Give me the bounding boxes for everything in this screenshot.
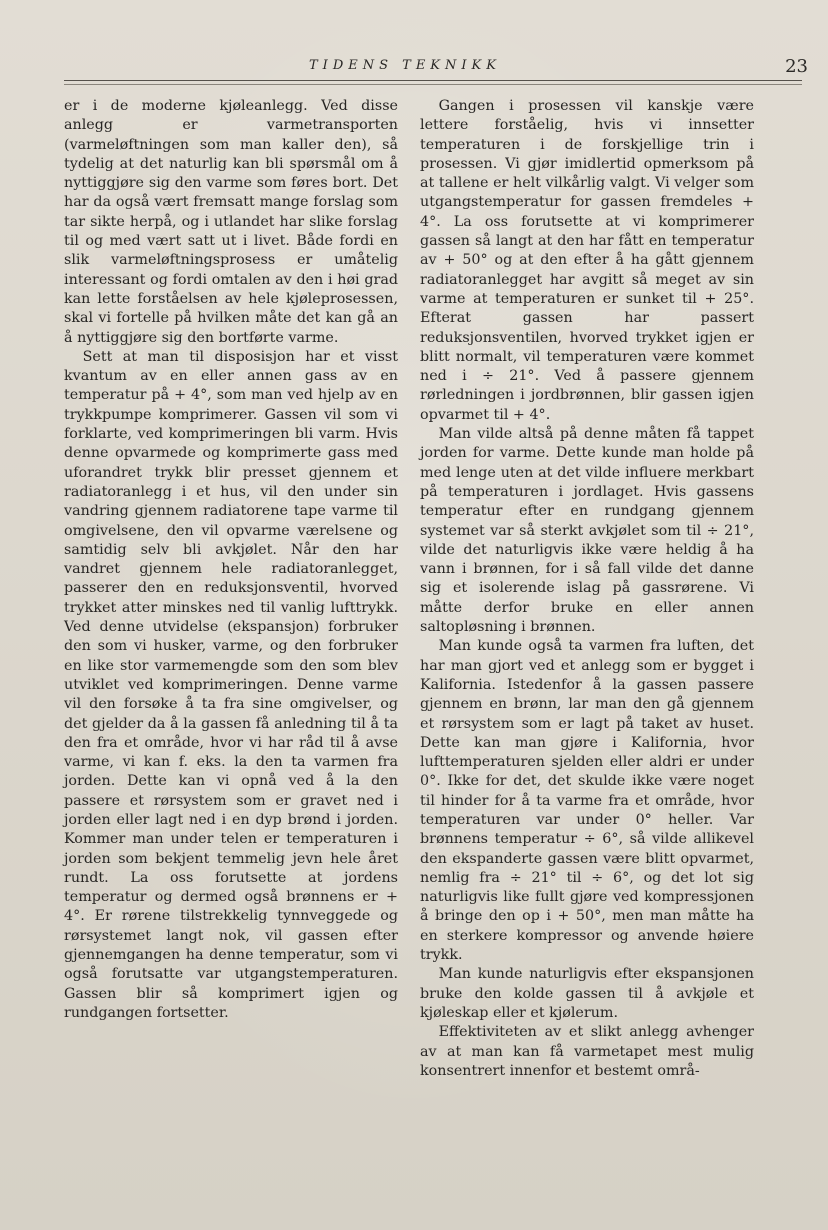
- paragraph: Gangen i prosessen vil kanskje være lettere forståelig, hvis vi innsetter temperaturen i de forskjellige trin i prosessen. Vi gjør imidlertid opmerksom på at tallene er helt vilkårlig valgt. Vi velger som utgangstemperatur for gassen fremdeles + 4°. La oss forutsette at vi komprimerer gassen så langt at den har fått en temperatur av + 50° og at den efter å ha gått gjennem radiatoranlegget har avgitt så meget av sin varme at temperaturen er sunket til + 25°. Efterat gassen har passert reduksjonsventilen, hvorved trykket igjen er blitt normalt, vil temperaturen være kommet ned i ÷ 21°. Ved å passere gjennem rørledningen i jordbrønnen, blir gassen igjen opvarmet til + 4°.: [420, 98, 754, 423]
- running-head: [0, 54, 828, 78]
- header-rule-secondary: [64, 84, 802, 85]
- page-number: 23: [785, 56, 808, 77]
- right-column: [420, 97, 754, 1081]
- paragraph: er i de moderne kjøleanlegg. Ved disse anlegg er varmetransporten (varmeløftningen som man kaller den), så tydelig at det naturlig kan bli spørsmål om å nyttiggjøre sig den varme som føres bort. Det har da også vært fremsatt mange forslag som tar sikte herpå, og i utlandet har slike forslag til og med vært satt ut i livet. Både fordi en slik varmeløftningsprosess er umåtelig interessant og fordi omtalen av den i høi grad kan lette forståelsen av hele kjøleprosessen, skal vi fortelle på hvilken måte det kan gå an å nyttiggjøre sig den bortførte varme.: [64, 98, 398, 346]
- left-column: [64, 97, 398, 1023]
- paragraph: Sett at man til disposisjon har et visst kvantum av en eller annen gass av en temperatur på + 4°, som man ved hjelp av en trykkpumpe komprimerer. Gassen vil som vi forklarte, ved komprimeringen bli varm. Hvis denne opvarmede og komprimerte gass med uforandret trykk blir presset gjennem et radiatoranlegg i et hus, vil den under sin vandring gjennem radiatorene tape varme til omgivelsene, den vil opvarme værelsene og samtidig selv bli avkjølet. Når den har vandret gjennem hele radiatoranlegget, passerer den en reduksjonsventil, hvorved trykket atter minskes ned til vanlig lufttrykk. Ved denne utvidelse (ekspansjon) forbruker den som vi husker, varme, og den forbruker en like stor varmemengde som den som blev utviklet ved komprimeringen. Denne varme vil den forsøke å ta fra sine omgivelser, og det gjelder da å la gassen få anledning til å ta den fra et område, hvor vi har råd til å avse varme, vi kan f. eks. la den ta varmen fra jorden. Dette kan vi opnå ved å la den passere et rørsystem som er gravet ned i jorden eller lagt ned i en dyp brønd i jorden. Kommer man under telen er temperaturen i jorden som bekjent temmelig jevn hele året rundt. La oss forutsette at jordens temperatur og dermed også brønnens er + 4°. Er rørene tilstrekkelig tynnveggede og rørsystemet langt nok, vil gassen efter gjennemgangen ha denne temperatur, som vi også forutsatte var utgangstemperaturen. Gassen blir så komprimert igjen og rundgangen fortsetter.: [64, 348, 398, 1021]
- header-rule: [64, 80, 802, 81]
- journal-title: TIDENS TEKNIKK: [309, 58, 501, 73]
- paragraph: Man kunde naturligvis efter ekspansjonen bruke den kolde gassen til å avkjøle et kjøleskap eller et kjølerum.: [420, 966, 754, 1021]
- paragraph: Effektiviteten av et slikt anlegg avhenger av at man kan få varmetapet mest mulig konsentrert innenfor et bestemt områ-: [420, 1024, 754, 1079]
- paragraph: Man vilde altså på denne måten få tappet jorden for varme. Dette kunde man holde på med lenge uten at det vilde influere merkbart på temperaturen i jordlaget. Hvis gassens temperatur efter en rundgang gjennem systemet var så sterkt avkjølet som til ÷ 21°, vilde det naturligvis ikke være heldig å ha vann i brønnen, for i så fall vilde det danne sig et isolerende islag på gassrørene. Vi måtte derfor bruke en eller annen saltopløsning i brønnen.: [420, 426, 754, 636]
- paragraph: Man kunde også ta varmen fra luften, det har man gjort ved et anlegg som er bygget i Kalifornia. Istedenfor å la gassen passere gjennem en brønn, lar man den gå gjennem et rørsystem som er lagt på taket av huset. Dette kan man gjøre i Kalifornia, hvor lufttemperaturen sjelden eller aldri er under 0°. Ikke for det, det skulde ikke være noget til hinder for å ta varme fra et område, hvor temperaturen var under 0° heller. Var brønnens temperatur ÷ 6°, så vilde allikevel den ekspanderte gassen være blitt opvarmet, nemlig fra ÷ 21° til ÷ 6°, og det lot sig naturligvis like fullt gjøre ved kompressjonen å bringe den op i + 50°, men man måtte ha en sterkere kompressor og anvende høiere trykk.: [420, 638, 754, 964]
